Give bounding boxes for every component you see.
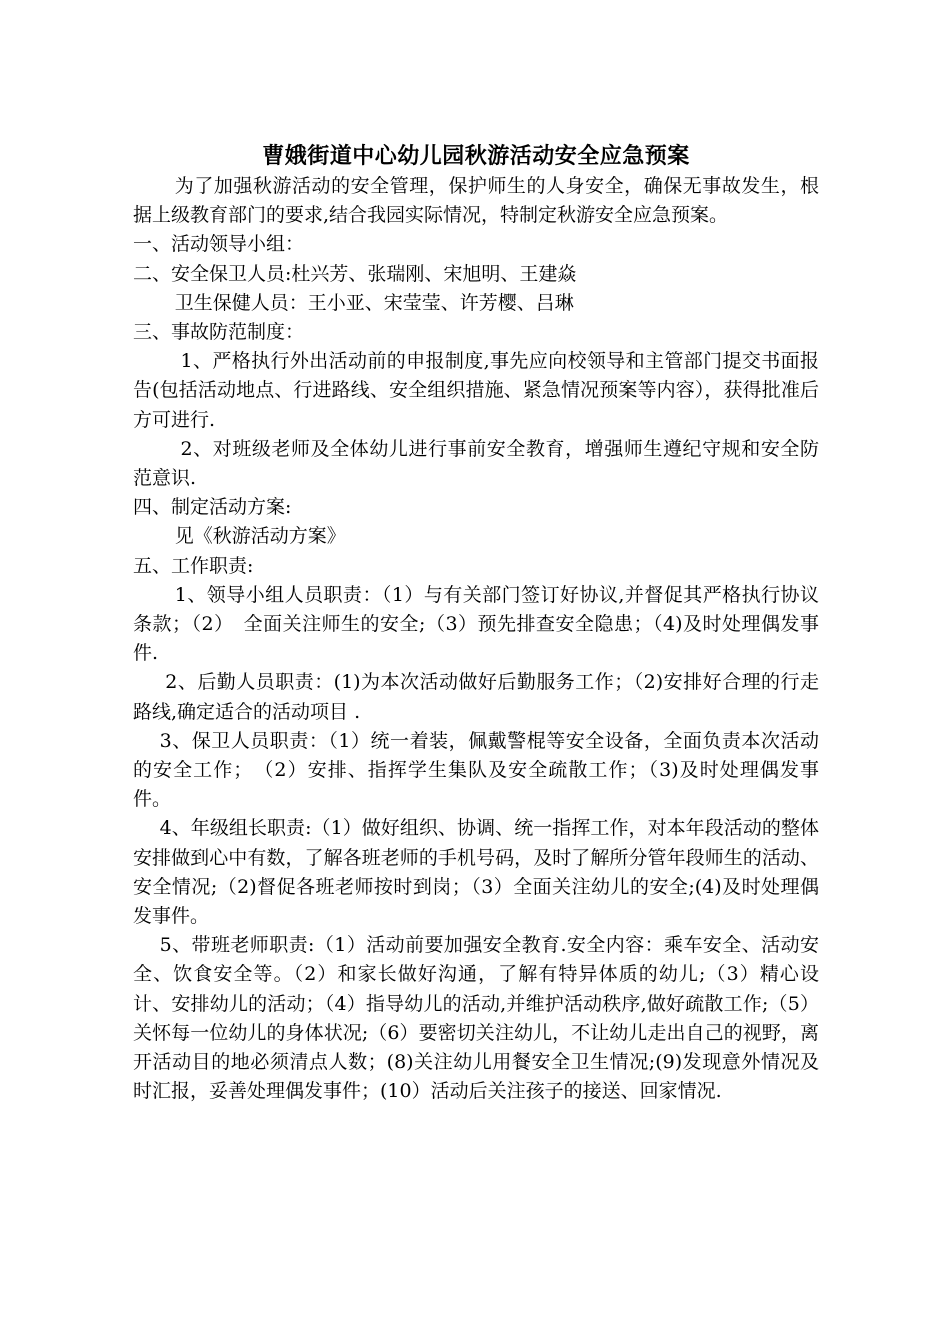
document-title: 曹娥街道中心幼儿园秋游活动安全应急预案 — [262, 143, 690, 169]
section-security-staff: 二、安全保卫人员:杜兴芳、张瑞刚、宋旭明、王建焱 — [133, 262, 577, 285]
duty-leadership: 1、领导小组人员职责：（1）与有关部门签订好协议,并督促其严格执行协议条款；（2） 全面关注师生的安全;（3）预先排查安全隐患；（4)及时处理偶发事件. — [133, 583, 819, 665]
duty-logistics: 2、后勤人员职责：(1)为本次活动做好后勤服务工作；（2)安排好合理的行走路线,确定适合的活动项目 . — [133, 671, 819, 723]
health-staff-line: 卫生保健人员：王小亚、宋莹莹、许芳樱、吕琳 — [174, 291, 574, 314]
duty-grade-leader: 4、年级组长职责:（1）做好组织、协调、统一指挥工作，对本年段活动的整体安排做到心中有数，了解各班老师的手机号码，及时了解所分管年段师生的活动、安全情况;（2)督促各班老师按时到岗；（3）全面关注幼儿的安全;(4)及时处理偶发事件。 — [133, 817, 819, 928]
section-prevention-heading: 三、事故防范制度： — [133, 321, 305, 344]
document-page — [133, 140, 819, 1107]
section-leadership-heading: 一、活动领导小组： — [133, 233, 305, 256]
plan-reference: 见《秋游活动方案》 — [174, 525, 346, 548]
prevention-rule-1: 1、严格执行外出活动前的申报制度,事先应向校领导和主管部门提交书面报告(包括活动地点、行进路线、安全组织措施、紧急情况预案等内容），获得批准后方可进行. — [133, 350, 819, 431]
duty-class-teacher: 5、带班老师职责:（1）活动前要加强安全教育.安全内容：乘车安全、活动安全、饮食安全等。（2）和家长做好沟通，了解有特异体质的幼儿;（3）精心设计、安排幼儿的活动；（4）指导幼儿的活动,并维护活动秩序,做好疏散工作;（5）关怀每一位幼儿的身体状况;（6）要密切关注幼儿，不让幼儿走出自己的视野，离开活动目的地必须清点人数；(8)关注幼儿用餐安全卫生情况;(9)发现意外情况及时汇报，妥善处理偶发事件；(10）活动后关注孩子的接送、回家情况. — [133, 934, 819, 1103]
duty-security: 3、保卫人员职责：（1）统一着装，佩戴警棍等安全设备，全面负责本次活动的安全工作； （2）安排、指挥学生集队及安全疏散工作；（3)及时处理偶发事件。 — [133, 729, 819, 811]
section-duties-heading: 五、工作职责: — [133, 554, 254, 577]
section-plan-heading: 四、制定活动方案: — [133, 496, 292, 519]
prevention-rule-2: 2、对班级老师及全体幼儿进行事前安全教育，增强师生遵纪守规和安全防范意识. — [133, 437, 819, 490]
intro-paragraph: 为了加强秋游活动的安全管理，保护师生的人身安全，确保无事故发生，根据上级教育部门的要求,结合我园实际情况，特制定秋游安全应急预案。 — [133, 175, 819, 227]
